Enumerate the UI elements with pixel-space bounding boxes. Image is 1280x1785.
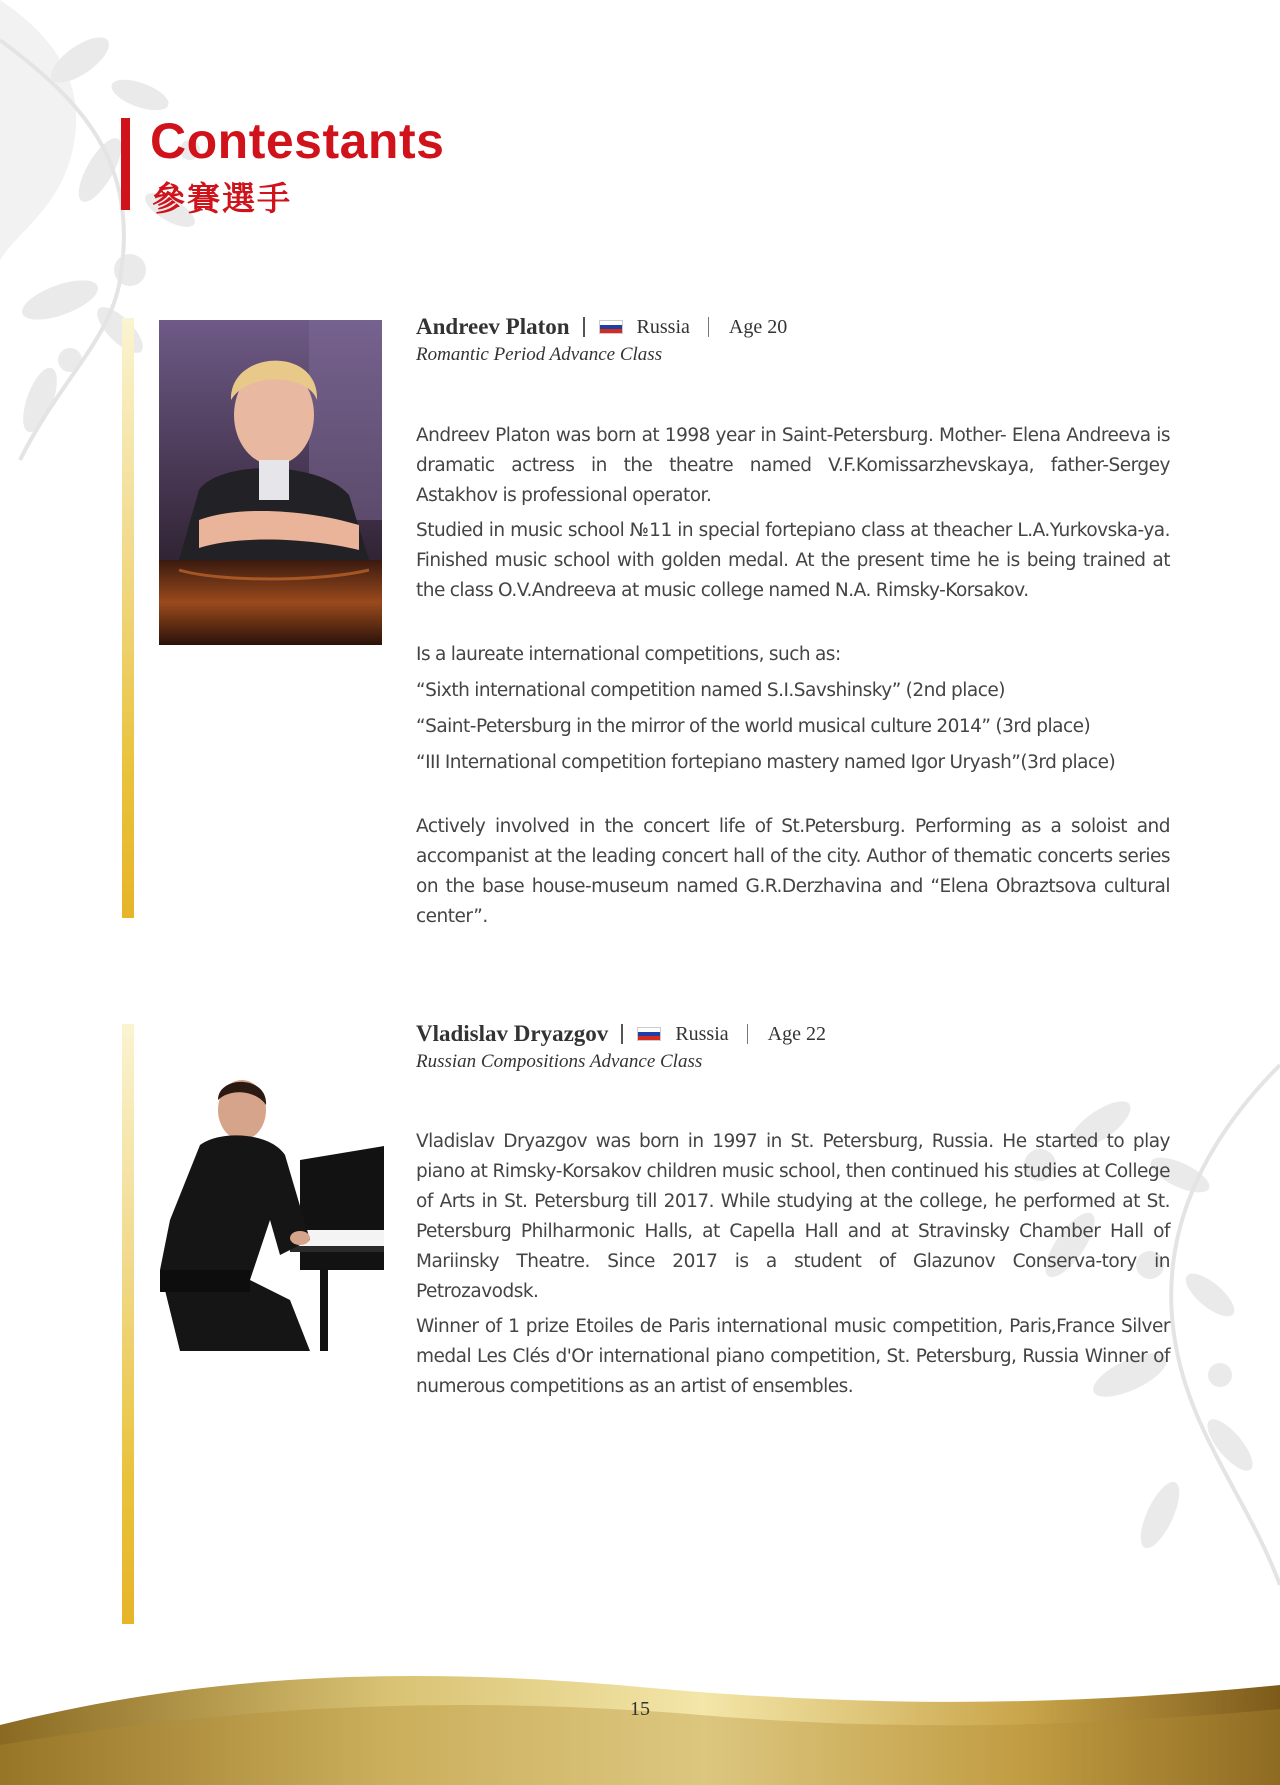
separator <box>747 1024 748 1044</box>
header-accent-bar <box>121 118 130 210</box>
contestant-photo <box>159 320 382 645</box>
bio-paragraph: Vladislav Dryazgov was born in 1997 in St. Petersburg, Russia. He started to play piano at Rimsky-Korsakov children music school, then continued his studies at College of Arts in St. Petersburg till 2017. While studying at the college, he performed at St. Petersburg Philharmonic Halls, at Capella Hall and at Stravinsky Chamber Hall of Mariinsky Theatre. Since 2017 is a student of Glazunov Conserva-tory in Petrozavodsk. <box>416 1131 1170 1302</box>
contestant-header <box>416 314 787 366</box>
section-accent-bar <box>122 318 134 918</box>
award-item: “III International competition fortepiano mastery named Igor Uryash”(3rd place) <box>416 752 1116 773</box>
contestant-country: Russia <box>636 315 690 338</box>
contestant-country: Russia <box>675 1022 729 1045</box>
contestant-age: Age 20 <box>728 315 788 338</box>
contestant-name: Andreev Platon <box>416 314 570 339</box>
contestant-photo <box>160 1070 384 1351</box>
russia-flag-icon <box>599 320 623 334</box>
footer-gold-wave <box>0 1665 1280 1785</box>
bio-paragraph: Is a laureate international competitions, such as: <box>416 644 841 665</box>
page-title: Contestants <box>150 113 445 169</box>
contestant-bio <box>416 1127 1170 1402</box>
contestant-class: Romantic Period Advance Class <box>416 344 663 365</box>
contestant-header <box>416 1021 826 1073</box>
separator <box>708 317 709 337</box>
contestant-bio <box>416 421 1170 932</box>
section-accent-bar <box>122 1024 134 1624</box>
page-number: 15 <box>630 1698 650 1720</box>
contestant-class: Russian Compositions Advance Class <box>416 1051 703 1072</box>
page-subtitle: 參賽選手 <box>152 179 292 218</box>
separator <box>621 1024 623 1044</box>
bio-paragraph: Andreev Platon was born at 1998 year in Saint-Petersburg. Mother- Elena Andreeva is dramatic actress in the theatre named V.F.Komissarzhevskaya, father-Sergey Astakhov is professional operator. <box>416 425 1170 506</box>
contestant-name: Vladislav Dryazgov <box>416 1021 609 1046</box>
bio-paragraph: Winner of 1 prize Etoiles de Paris international music competition, Paris,France Silver medal Les Clés d'Or international piano competition, St. Petersburg, Russia Winner of numerous competitions as an artist of ensembles. <box>416 1316 1170 1397</box>
bio-paragraph: Studied in music school №11 in special fortepiano class at theacher L.A.Yurkovska-ya. Finished music school with golden medal. At the present time he is being trained at the class O.V.Andreeva at music college named N.A. Rimsky-Korsakov. <box>416 520 1170 601</box>
award-item: “Sixth international competition named S.I.Savshinsky” (2nd place) <box>416 680 1005 701</box>
separator <box>583 317 585 337</box>
award-item: “Saint-Petersburg in the mirror of the world musical culture 2014” (3rd place) <box>416 716 1091 737</box>
bio-paragraph: Actively involved in the concert life of St.Petersburg. Performing as a soloist and accompanist at the leading concert hall of the city. Author of thematic concerts series on the base house-museum named G.R.Derzhavina and “Elena Obraztsova cultural center”. <box>416 816 1170 927</box>
russia-flag-icon <box>637 1027 661 1041</box>
contestant-age: Age 22 <box>767 1022 826 1045</box>
